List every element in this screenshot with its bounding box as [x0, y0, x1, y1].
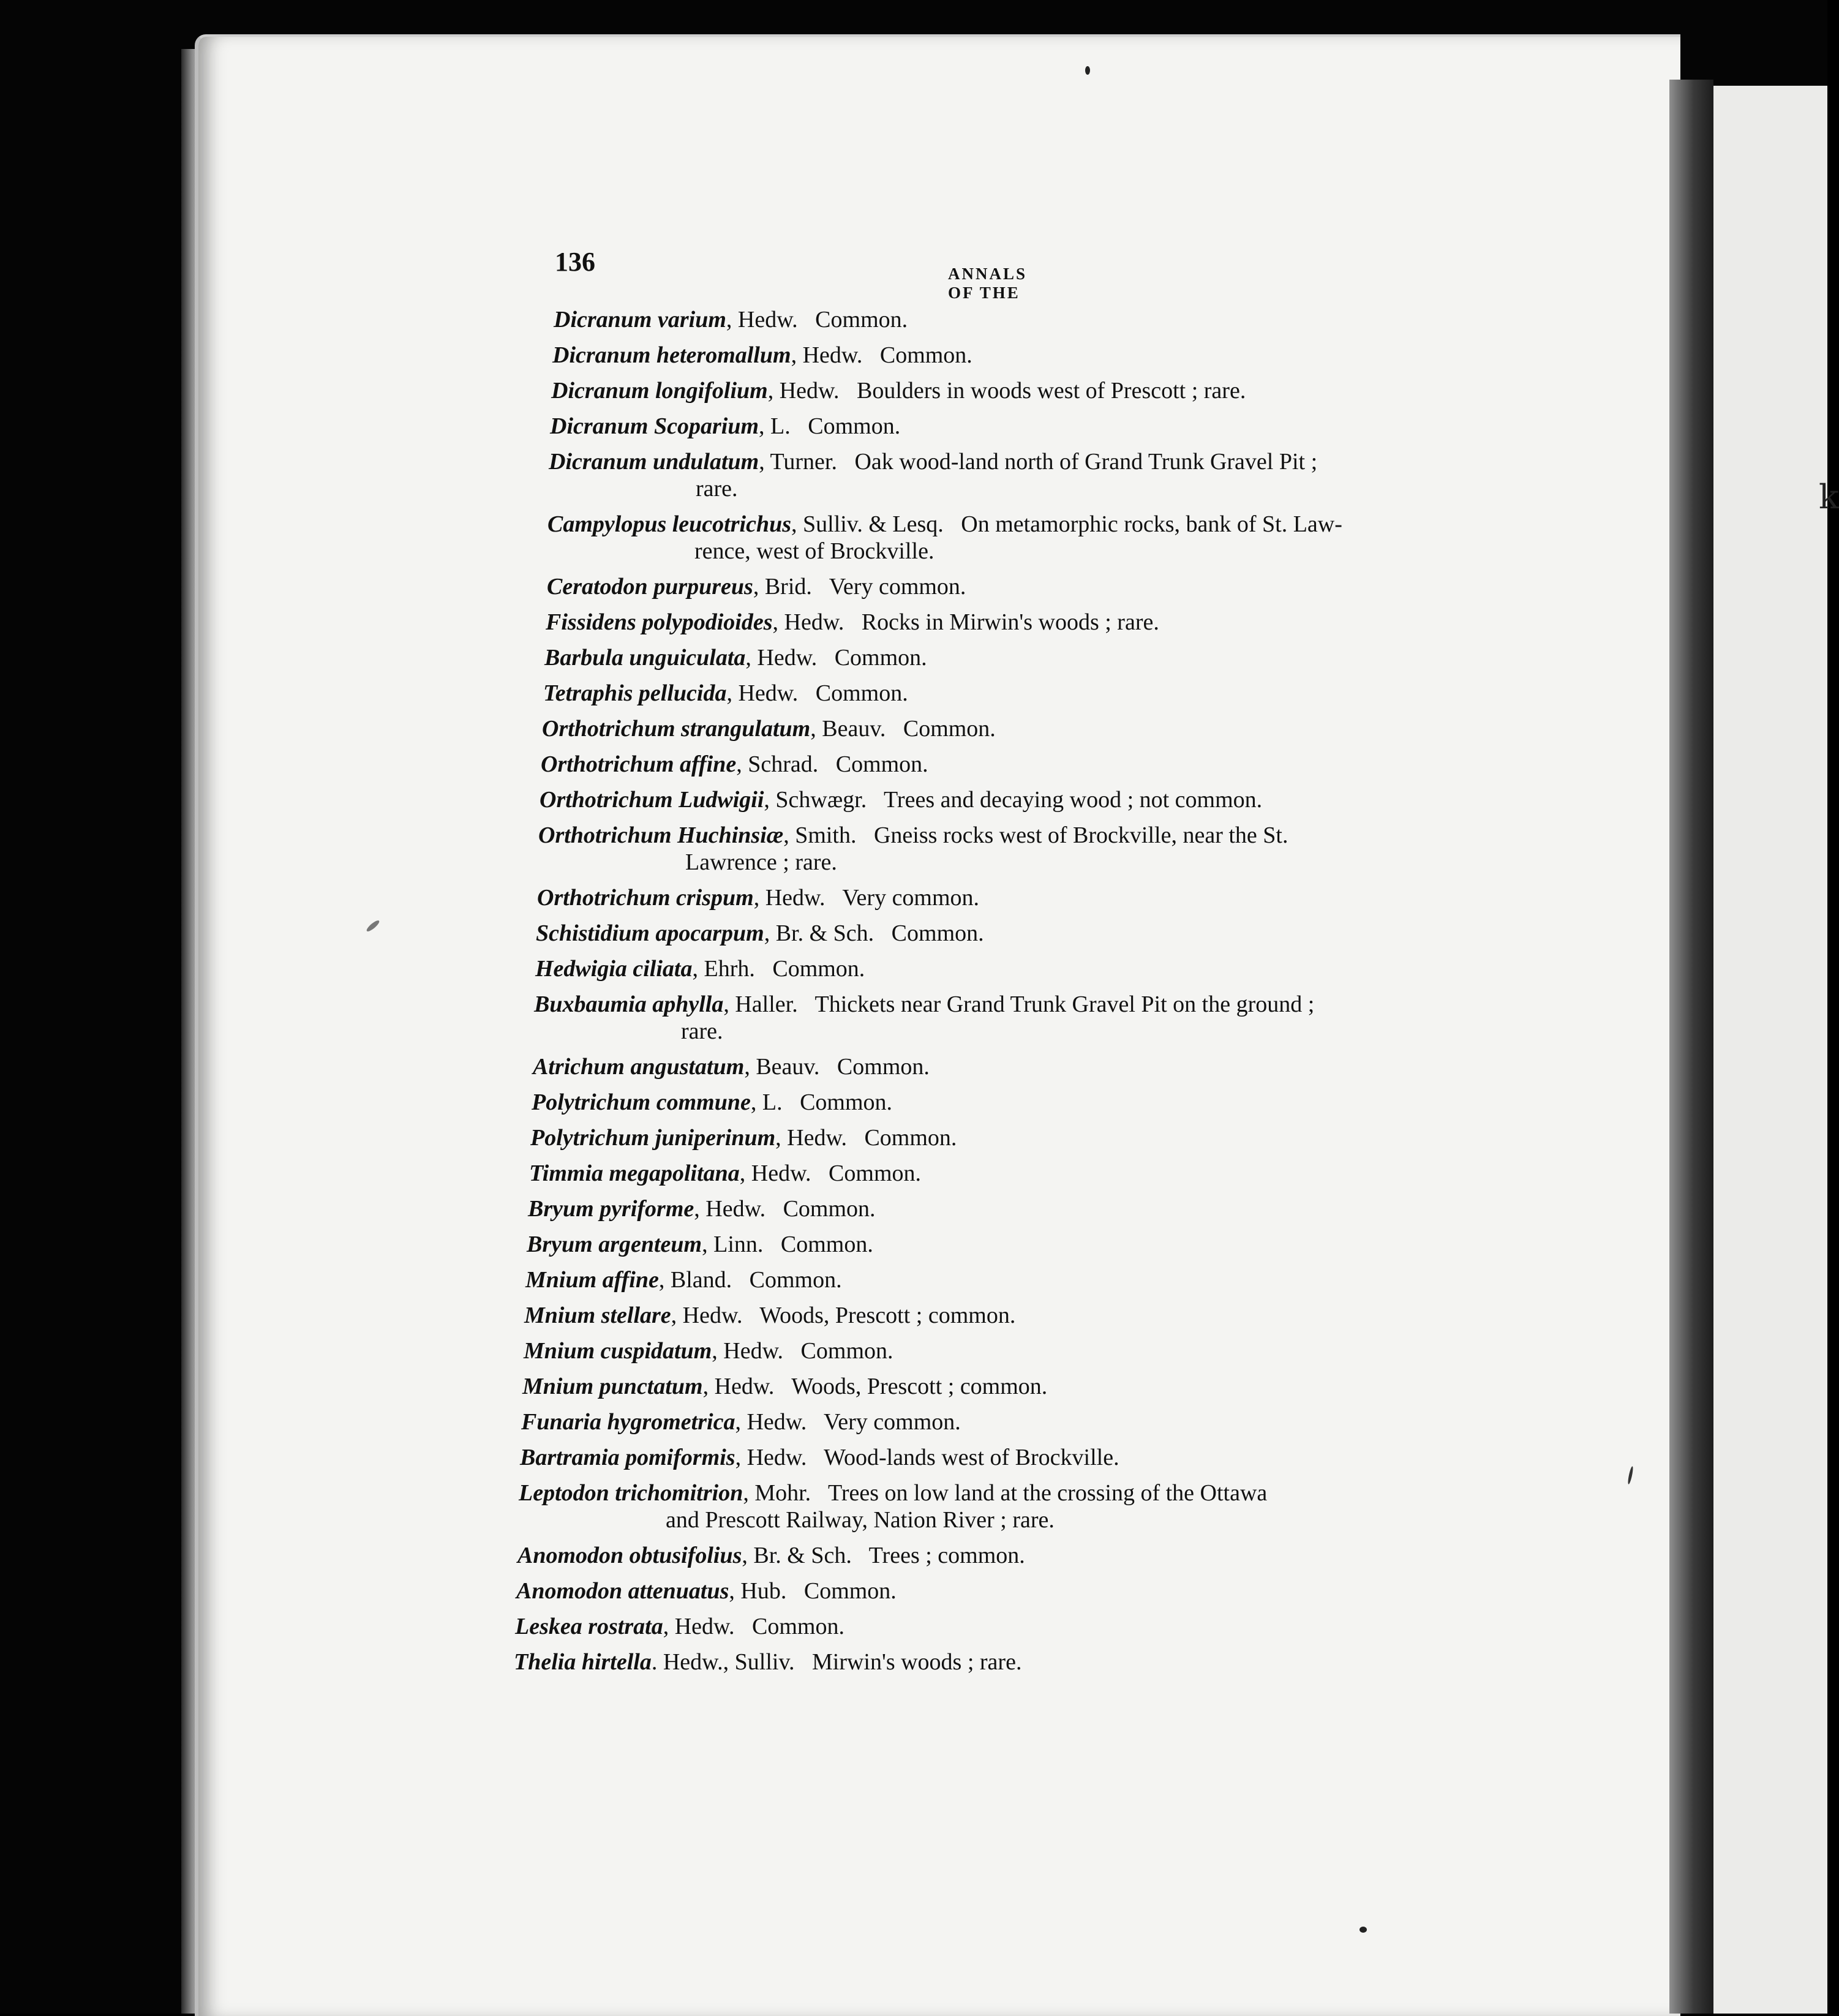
page-number: 136 — [555, 247, 595, 277]
species-note: , Br. & Sch. Trees ; common. — [742, 1543, 1025, 1568]
species-name: Barbula unguiculata — [544, 645, 746, 671]
species-note: , Hedw. Common. — [791, 342, 972, 368]
species-note: , Hedw. Common. — [739, 1160, 922, 1186]
species-name: Buxbaumia aphylla — [534, 991, 724, 1017]
species-entry — [520, 1444, 1119, 1471]
species-name: Timmia megapolitana — [529, 1160, 740, 1186]
species-note-continuation: rence, west of Brockville. — [694, 538, 935, 564]
species-entry — [552, 342, 972, 369]
species-name: Leptodon trichomitrion — [519, 1480, 743, 1506]
species-note: , Hedw. Woods, Prescott ; common. — [671, 1303, 1016, 1328]
species-note: , Hedw. Common. — [745, 645, 927, 671]
species-name: Dicranum Scoparium — [550, 413, 759, 439]
species-name: Dicranum varium — [554, 307, 726, 333]
species-name: Leskea rostrata — [515, 1614, 663, 1639]
species-name: Mnium stellare — [524, 1303, 671, 1328]
species-name: Mnium cuspidatum — [524, 1338, 712, 1364]
species-name: Orthotrichum affine — [541, 751, 737, 777]
species-name: Bryum argenteum — [527, 1232, 702, 1257]
species-entry — [536, 920, 984, 947]
species-note: , Hedw. Very common. — [753, 885, 980, 911]
species-entry — [550, 413, 900, 440]
species-name: Mnium punctatum — [522, 1374, 703, 1399]
species-name: Mnium affine — [525, 1267, 659, 1293]
species-entry — [519, 1480, 1267, 1533]
species-entry — [534, 991, 1314, 1045]
species-entry — [538, 822, 1288, 876]
species-note: , Bland. Common. — [658, 1267, 842, 1293]
species-note: , Schwægr. Trees and decaying wood ; not common. — [764, 787, 1263, 813]
species-entry — [546, 609, 1159, 636]
species-note: , Turner. Oak wood-land north of Grand Trunk Gravel Pit ; — [759, 449, 1318, 475]
species-name: Orthotrichum Ludwigii — [540, 787, 764, 813]
species-entry — [554, 306, 908, 333]
species-note: , Hedw. Very common. — [735, 1409, 961, 1435]
species-name: Schistidium apocarpum — [536, 920, 764, 946]
species-note-continuation: rare. — [696, 476, 738, 502]
species-entry — [542, 715, 996, 742]
species-note: , Beauv. Common. — [744, 1054, 930, 1080]
species-entry — [524, 1337, 893, 1364]
species-entry — [522, 1373, 1047, 1400]
species-entry — [551, 377, 1246, 404]
species-entry — [547, 573, 966, 600]
species-note: , Schrad. Common. — [736, 751, 928, 777]
species-entry — [547, 511, 1342, 565]
species-name: Dicranum undulatum — [549, 449, 759, 475]
species-note: . Hedw., Sulliv. Mirwin's woods ; rare. — [651, 1649, 1022, 1675]
species-note: , Ehrh. Common. — [692, 956, 865, 982]
species-entry — [540, 786, 1262, 813]
species-note: , Hub. Common. — [729, 1578, 897, 1604]
species-name: Bryum pyriforme — [528, 1196, 694, 1222]
species-note: , Hedw. Boulders in woods west of Prescott ; rare. — [767, 378, 1246, 404]
species-name: Atrichum angustatum — [533, 1054, 745, 1080]
species-note: , Br. & Sch. Common. — [764, 920, 984, 946]
species-note: , Hedw. Woods, Prescott ; common. — [702, 1374, 1048, 1399]
facing-page — [1713, 86, 1839, 2014]
species-entry — [537, 884, 979, 911]
species-entry — [533, 1053, 930, 1080]
species-entry — [544, 644, 927, 671]
running-title: ANNALS OF THE — [948, 265, 1028, 302]
species-entry — [515, 1613, 844, 1640]
species-entry — [532, 1089, 892, 1116]
species-note-continuation: rare. — [681, 1018, 723, 1044]
species-note: , L. Common. — [750, 1089, 893, 1115]
species-note: , Hedw. Common. — [694, 1196, 876, 1222]
species-name: Polytrichum commune — [532, 1089, 751, 1115]
species-entry — [543, 680, 908, 707]
species-note: , Hedw. Rocks in Mirwin's woods ; rare. — [772, 609, 1159, 635]
species-name: Anomodon obtusifolius — [517, 1543, 742, 1568]
species-note: , Mohr. Trees on low land at the crossing of the Ottawa — [743, 1480, 1268, 1506]
species-entry — [525, 1266, 842, 1293]
species-note: , Haller. Thickets near Grand Trunk Gravel Pit on the ground ; — [723, 991, 1315, 1017]
species-name: Dicranum longifolium — [551, 378, 768, 404]
facing-page-mark: k — [1819, 478, 1839, 516]
species-name: Bartramia pomiformis — [520, 1445, 735, 1470]
species-name: Orthotrichum Huchinsiæ — [538, 822, 784, 848]
species-note: , Hedw. Common. — [663, 1614, 844, 1639]
species-name: Hedwigia ciliata — [535, 956, 693, 982]
species-entry — [517, 1542, 1025, 1569]
book-gutter — [1669, 80, 1713, 2014]
species-note: , Sulliv. & Lesq. On metamorphic rocks, bank of St. Law- — [791, 511, 1342, 537]
species-name: Polytrichum juniperinum — [530, 1125, 776, 1151]
species-note: , Hedw. Common. — [712, 1338, 893, 1364]
species-entry — [521, 1409, 961, 1435]
species-note-continuation: and Prescott Railway, Nation River ; rare. — [666, 1507, 1055, 1533]
species-name: Tetraphis pellucida — [543, 680, 727, 706]
species-note-continuation: Lawrence ; rare. — [685, 849, 837, 875]
species-note: , Linn. Common. — [702, 1232, 873, 1257]
species-note: , Hedw. Wood-lands west of Brockville. — [735, 1445, 1119, 1470]
species-name: Anomodon attenuatus — [516, 1578, 729, 1604]
species-note: , L. Common. — [759, 413, 901, 439]
species-name: Ceratodon purpureus — [547, 574, 753, 600]
species-name: Dicranum heteromallum — [552, 342, 791, 368]
species-note: , Hedw. Common. — [775, 1125, 957, 1151]
species-entry — [516, 1578, 897, 1604]
species-entry — [529, 1160, 921, 1187]
species-entry — [514, 1649, 1021, 1676]
species-note: , Brid. Very common. — [753, 574, 966, 600]
species-name: Thelia hirtella — [514, 1649, 652, 1675]
species-entry — [549, 448, 1317, 502]
species-entry — [530, 1124, 957, 1151]
species-entry — [524, 1302, 1015, 1329]
ink-speck — [1360, 1927, 1367, 1933]
species-name: Fissidens polypodioides — [546, 609, 773, 635]
species-entry — [541, 751, 928, 778]
species-note: , Beauv. Common. — [810, 716, 996, 742]
species-name: Campylopus leucotrichus — [547, 511, 791, 537]
species-note: , Hedw. Common. — [726, 307, 908, 333]
species-entry — [528, 1195, 876, 1222]
species-name: Funaria hygrometrica — [521, 1409, 735, 1435]
ink-speck — [1085, 66, 1090, 75]
species-entry — [535, 955, 865, 982]
species-entry — [527, 1231, 873, 1258]
species-name: Orthotrichum crispum — [537, 885, 754, 911]
species-note: , Smith. Gneiss rocks west of Brockville, near the St. — [783, 822, 1288, 848]
species-note: , Hedw. Common. — [726, 680, 908, 706]
species-name: Orthotrichum strangulatum — [542, 716, 811, 742]
